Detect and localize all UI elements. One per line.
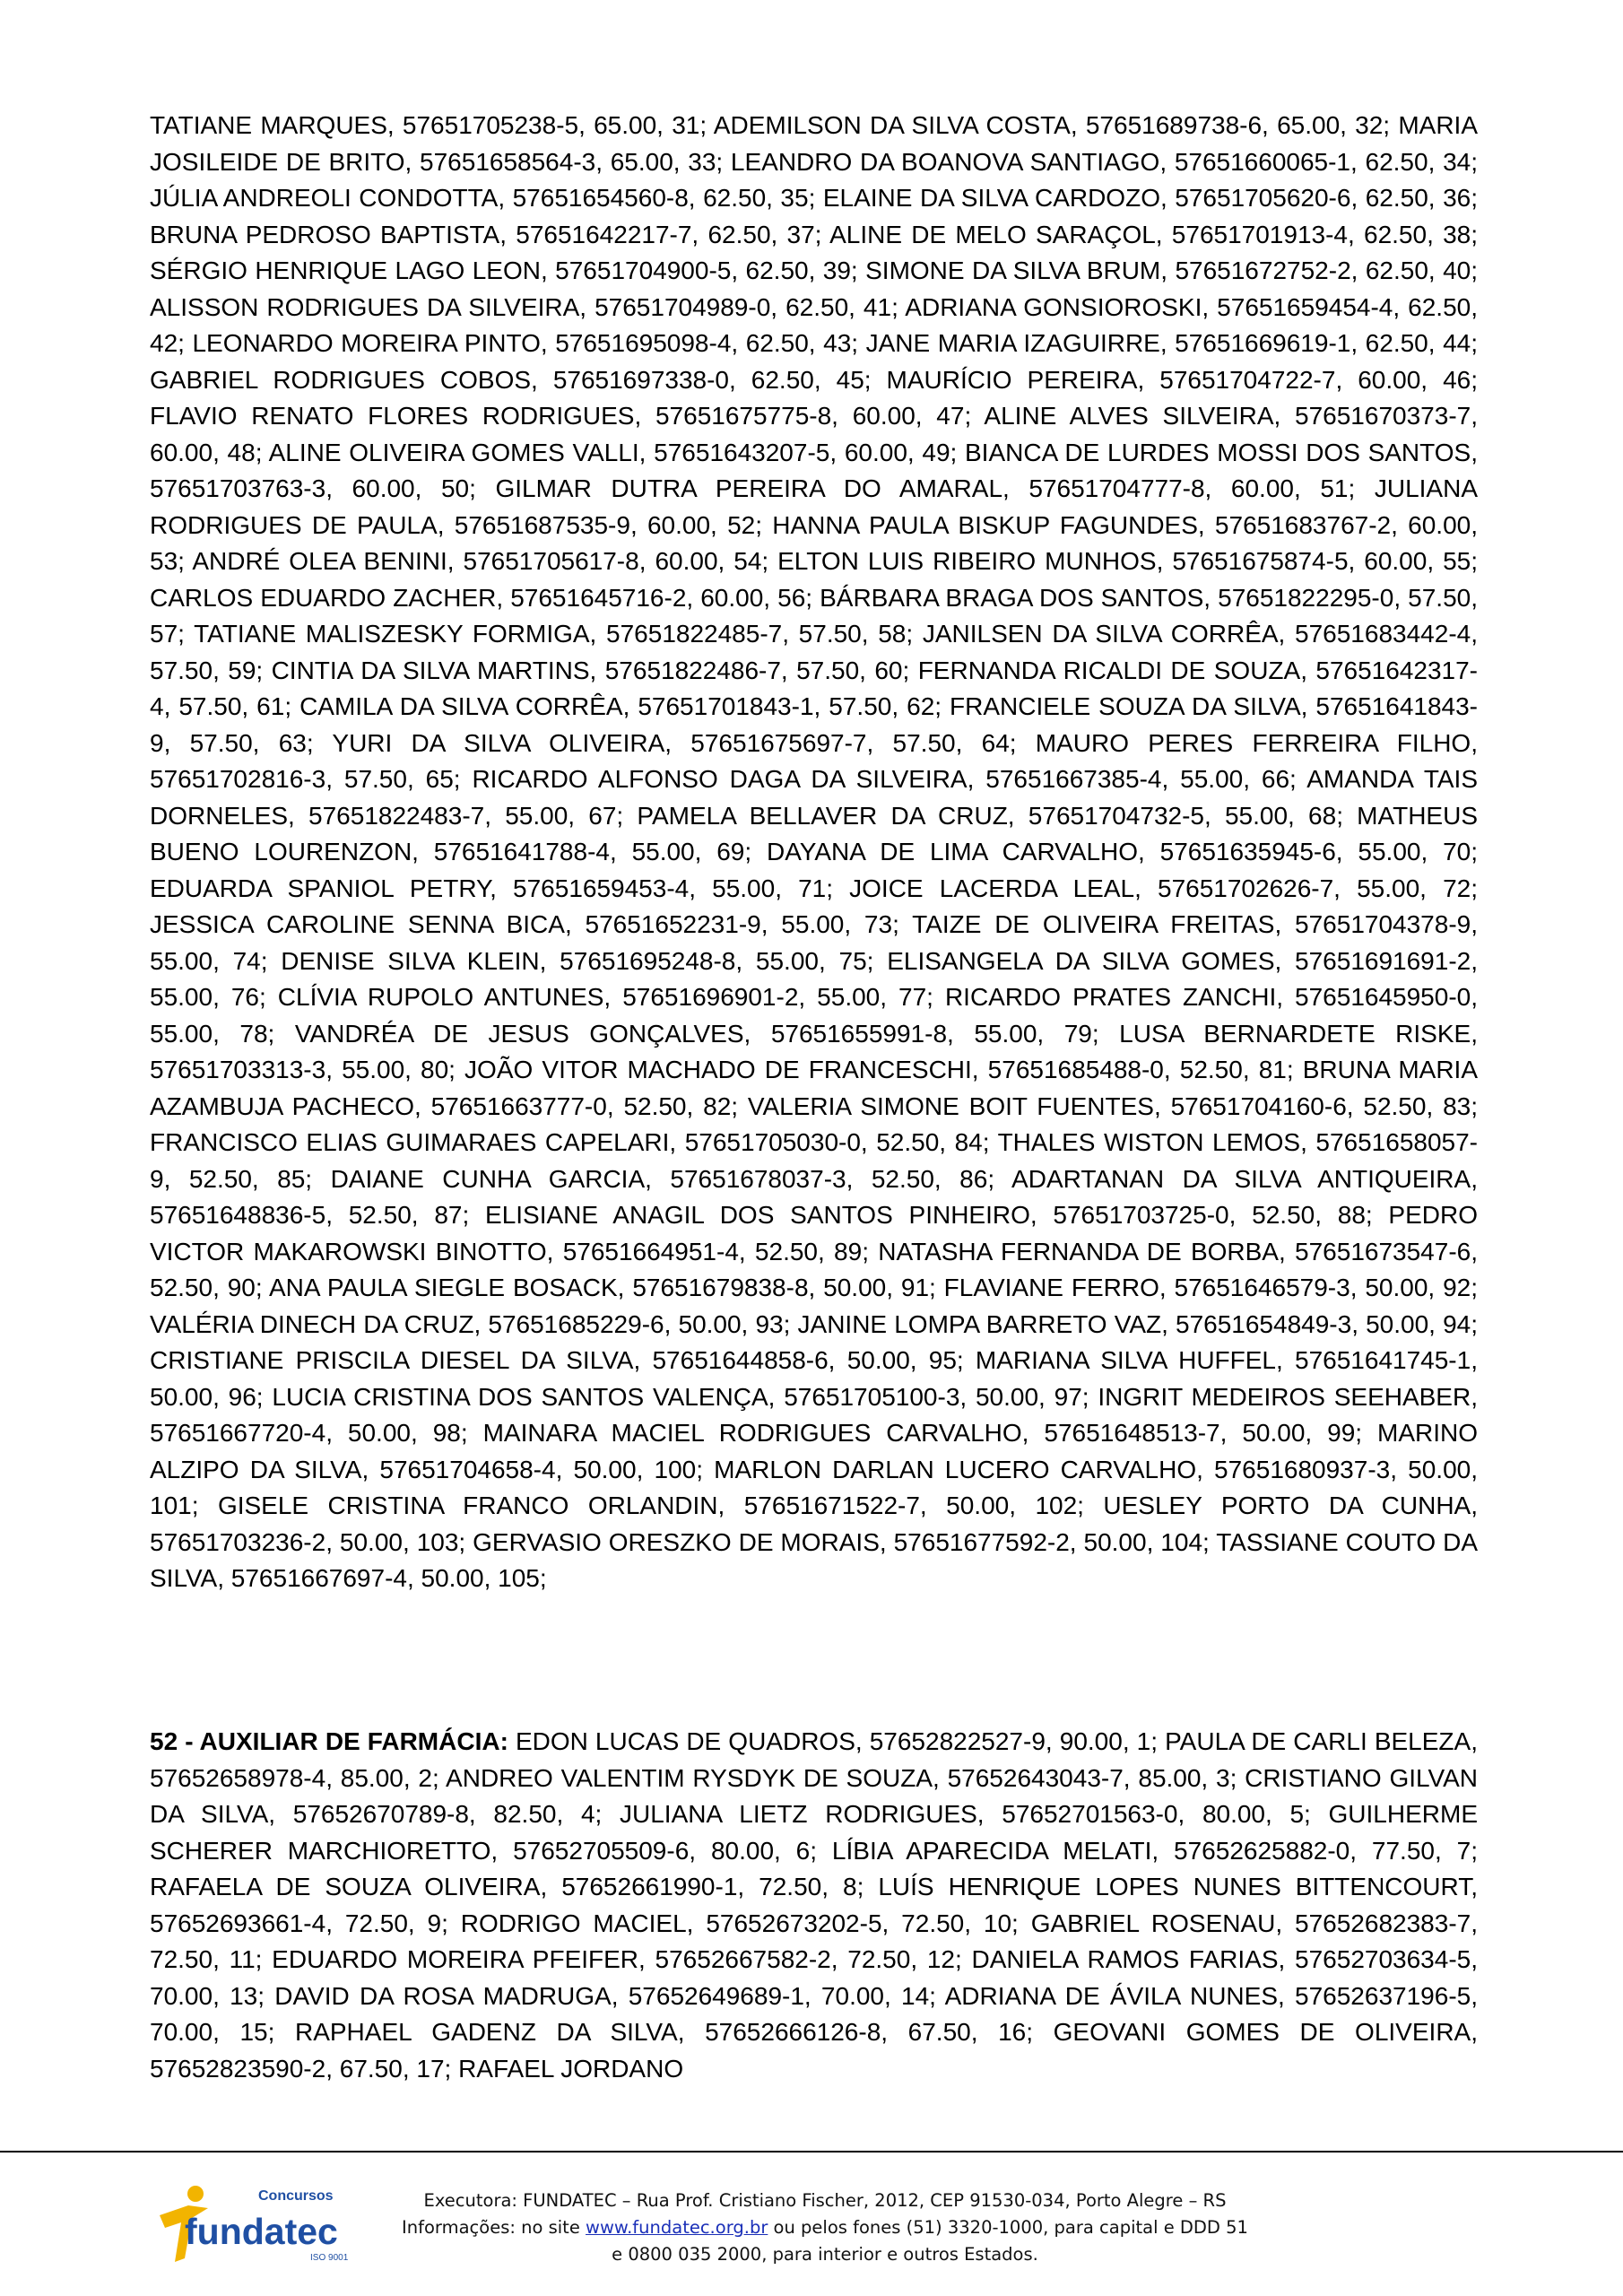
section-52-heading: 52 - AUXILIAR DE FARMÁCIA: <box>150 1727 508 1755</box>
footer-line-phones: e 0800 035 2000, para interior e outros Estados. <box>612 2244 1038 2265</box>
logo-iso-text: ISO 9001 <box>310 2253 349 2263</box>
footer-contact-info <box>377 2187 1273 2268</box>
footer-divider <box>0 2151 1623 2152</box>
fundatec-logo <box>152 2176 359 2266</box>
section-52-paragraph <box>150 1724 1478 2087</box>
section-52-list: EDON LUCAS DE QUADROS, 57652822527-9, 90.00, 1; PAULA DE CARLI BELEZA, 57652658978-4, 85.00, 2; ANDREO VALENTIM RYSDYK DE SOUZA, 57652643043-7, 85.00, 3; CRISTIANO GILVAN DA SILVA, 57652670789-8, 82.50, 4; JULIANA LIETZ RODRIGUES, 57652701563-0, 80.00, 5; GUILHERME SCHERER MARCHIORETTO, 57652705509-6, 80.00, 6; LÍBIA APARECIDA MELATI, 57652625882-0, 77.50, 7; RAFAELA DE SOUZA OLIVEIRA, 57652661990-1, 72.50, 8; LUÍS HENRIQUE LOPES NUNES BITTENCOURT, 57652693661-4, 72.50, 9; RODRIGO MACIEL, 57652673202-5, 72.50, 10; GABRIEL ROSENAU, 57652682383-7, 72.50, 11; EDUARDO MOREIRA PFEIFER, 57652667582-2, 72.50, 12; DANIELA RAMOS FARIAS, 57652703634-5, 70.00, 13; DAVID DA ROSA MADRUGA, 57652649689-1, 70.00, 14; ADRIANA DE ÁVILA NUNES, 57652637196-5, 70.00, 15; RAPHAEL GADENZ DA SILVA, 57652666126-8, 67.50, 16; GEOVANI GOMES DE OLIVEIRA, 57652823590-2, 67.50, 17; RAFAEL JORDANO <box>150 1727 1478 2083</box>
website-link[interactable]: www.fundatec.org.br <box>586 2217 768 2238</box>
fundatec-logo-icon <box>152 2176 359 2266</box>
footer-line-info <box>377 2214 1273 2241</box>
footer-info-suffix: ou pelos fones (51) 3320-1000, para capital e DDD 51 <box>768 2217 1248 2238</box>
candidate-list-continuation: TATIANE MARQUES, 57651705238-5, 65.00, 31; ADEMILSON DA SILVA COSTA, 57651689738-6, 65.00, 32; MARIA JOSILEIDE DE BRITO, 57651658564-3, 65.00, 33; LEANDRO DA BOANOVA SANTIAGO, 57651660065-1, 62.50, 34; JÚLIA ANDREOLI CONDOTTA, 57651654560-8, 62.50, 35; ELAINE DA SILVA CARDOZO, 57651705620-6, 62.50, 36; BRUNA PEDROSO BAPTISTA, 57651642217-7, 62.50, 37; ALINE DE MELO SARAÇOL, 57651701913-4, 62.50, 38; SÉRGIO HENRIQUE LAGO LEON, 57651704900-5, 62.50, 39; SIMONE DA SILVA BRUM, 57651672752-2, 62.50, 40; ALISSON RODRIGUES DA SILVEIRA, 57651704989-0, 62.50, 41; ADRIANA GONSIOROSKI, 57651659454-4, 62.50, 42; LEONARDO MOREIRA PINTO, 57651695098-4, 62.50, 43; JANE MARIA IZAGUIRRE, 57651669619-1, 62.50, 44; GABRIEL RODRIGUES COBOS, 57651697338-0, 62.50, 45; MAURÍCIO PEREIRA, 57651704722-7, 60.00, 46; FLAVIO RENATO FLORES RODRIGUES, 57651675775-8, 60.00, 47; ALINE ALVES SILVEIRA, 57651670373-7, 60.00, 48; ALINE OLIVEIRA GOMES VALLI, 57651643207-5, 60.00, 49; BIANCA DE LURDES MOSSI DOS SANTOS, 57651703763-3, 60.00, 50; GILMAR DUTRA PEREIRA DO AMARAL, 57651704777-8, 60.00, 51; JULIANA RODRIGUES DE PAULA, 57651687535-9, 60.00, 52; HANNA PAULA BISKUP FAGUNDES, 57651683767-2, 60.00, 53; ANDRÉ OLEA BENINI, 57651705617-8, 60.00, 54; ELTON LUIS RIBEIRO MUNHOS, 57651675874-5, 60.00, 55; CARLOS EDUARDO ZACHER, 57651645716-2, 60.00, 56; BÁRBARA BRAGA DOS SANTOS, 57651822295-0, 57.50, 57; TATIANE MALISZESKY FORMIGA, 57651822485-7, 57.50, 58; JANILSEN DA SILVA CORRÊA, 57651683442-4, 57.50, 59; CINTIA DA SILVA MARTINS, 57651822486-7, 57.50, 60; FERNANDA RICALDI DE SOUZA, 57651642317-4, 57.50, 61; CAMILA DA SILVA CORRÊA, 57651701843-1, 57.50, 62; FRANCIELE SOUZA DA SILVA, 57651641843-9, 57.50, 63; YURI DA SILVA OLIVEIRA, 57651675697-7, 57.50, 64; MAURO PERES FERREIRA FILHO, 57651702816-3, 57.50, 65; RICARDO ALFONSO DAGA DA SILVEIRA, 57651667385-4, 55.00, 66; AMANDA TAIS DORNELES, 57651822483-7, 55.00, 67; PAMELA BELLAVER DA CRUZ, 57651704732-5, 55.00, 68; MATHEUS BUENO LOURENZON, 57651641788-4, 55.00, 69; DAYANA DE LIMA CARVALHO, 57651635945-6, 55.00, 70; EDUARDA SPANIOL PETRY, 57651659453-4, 55.00, 71; JOICE LACERDA LEAL, 57651702626-7, 55.00, 72; JESSICA CAROLINE SENNA BICA, 57651652231-9, 55.00, 73; TAIZE DE OLIVEIRA FREITAS, 57651704378-9, 55.00, 74; DENISE SILVA KLEIN, 57651695248-8, 55.00, 75; ELISANGELA DA SILVA GOMES, 57651691691-2, 55.00, 76; CLÍVIA RUPOLO ANTUNES, 57651696901-2, 55.00, 77; RICARDO PRATES ZANCHI, 57651645950-0, 55.00, 78; VANDRÉA DE JESUS GONÇALVES, 57651655991-8, 55.00, 79; LUSA BERNARDETE RISKE, 57651703313-3, 55.00, 80; JOÃO VITOR MACHADO DE FRANCESCHI, 57651685488-0, 52.50, 81; BRUNA MARIA AZAMBUJA PACHECO, 57651663777-0, 52.50, 82; VALERIA SIMONE BOIT FUENTES, 57651704160-6, 52.50, 83; FRANCISCO ELIAS GUIMARAES CAPELARI, 57651705030-0, 52.50, 84; THALES WISTON LEMOS, 57651658057-9, 52.50, 85; DAIANE CUNHA GARCIA, 57651678037-3, 52.50, 86; ADARTANAN DA SILVA ANTIQUEIRA, 57651648836-5, 52.50, 87; ELISIANE ANAGIL DOS SANTOS PINHEIRO, 57651703725-0, 52.50, 88; PEDRO VICTOR MAKAROWSKI BINOTTO, 57651664951-4, 52.50, 89; NATASHA FERNANDA DE BORBA, 57651673547-6, 52.50, 90; ANA PAULA SIEGLE BOSACK, 57651679838-8, 50.00, 91; FLAVIANE FERRO, 57651646579-3, 50.00, 92; VALÉRIA DINECH DA CRUZ, 57651685229-6, 50.00, 93; JANINE LOMPA BARRETO VAZ, 57651654849-3, 50.00, 94; CRISTIANE PRISCILA DIESEL DA SILVA, 57651644858-6, 50.00, 95; MARIANA SILVA HUFFEL, 57651641745-1, 50.00, 96; LUCIA CRISTINA DOS SANTOS VALENÇA, 57651705100-3, 50.00, 97; INGRIT MEDEIROS SEEHABER, 57651667720-4, 50.00, 98; MAINARA MACIEL RODRIGUES CARVALHO, 57651648513-7, 50.00, 99; MARINO ALZIPO DA SILVA, 57651704658-4, 50.00, 100; MARLON DARLAN LUCERO CARVALHO, 57651680937-3, 50.00, 101; GISELE CRISTINA FRANCO ORLANDIN, 57651671522-7, 50.00, 102; UESLEY PORTO DA CUNHA, 57651703236-2, 50.00, 103; GERVASIO ORESZKO DE MORAIS, 57651677592-2, 50.00, 104; TASSIANE COUTO DA SILVA, 57651667697-4, 50.00, 105; <box>150 111 1478 1592</box>
footer-info-prefix: Informações: no site <box>402 2217 586 2238</box>
logo-brand-text: fundatec <box>185 2211 338 2252</box>
logo-top-text: Concursos <box>258 2188 334 2204</box>
footer-line-address: Executora: FUNDATEC – Rua Prof. Cristiano Fischer, 2012, CEP 91530-034, Porto Alegre – RS <box>423 2190 1227 2211</box>
